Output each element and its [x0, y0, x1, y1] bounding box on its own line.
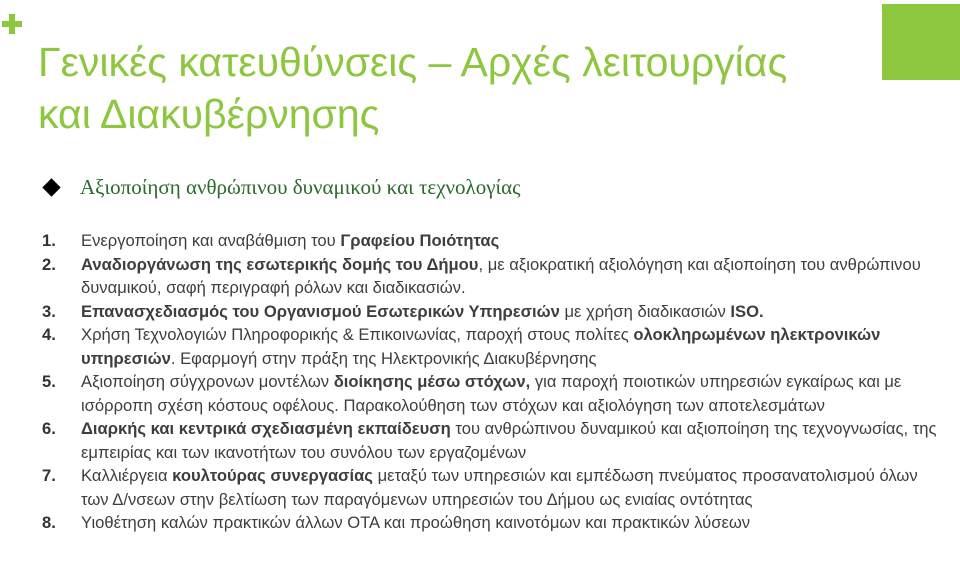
text-segment: Καλλιέργεια — [81, 466, 173, 485]
list-item-number: 8. — [42, 513, 56, 532]
list-item-text — [81, 464, 942, 511]
list-item-number: 2. — [42, 254, 56, 274]
list-item — [42, 370, 942, 417]
text-segment: του ανθρώπινου δυναμικού και αξιοποίηση της τεχνογνωσίας, της εμπειρίας και των ικανοτήτων του συνόλου των εργαζομένων — [81, 419, 937, 462]
text-segment: Υιοθέτηση καλών πρακτικών άλλων ΟΤΑ και προώθηση καινοτόμων και πρακτικών λύσεων — [81, 513, 751, 532]
emphasis-text: Επανασχεδιασμός του Οργανισμού Εσωτερικών Υπηρεσιών — [81, 301, 560, 321]
numbered-list — [42, 229, 942, 535]
list-item-number: 5. — [42, 372, 56, 391]
list-item — [42, 464, 942, 511]
list-item-text — [81, 300, 942, 324]
text-segment: για παροχή ποιοτικών υπηρεσιών εγκαίρως και με ισόρροπη σχέση κόστους οφέλους. Παρακολούθηση των στόχων και αξιολόγηση των αποτελεσμάτων — [81, 372, 902, 415]
emphasis-text: κουλτούρας συνεργασίας — [172, 466, 373, 485]
emphasis-text: Διαρκής και κεντρικά σχεδιασμένη εκπαίδευση — [81, 419, 451, 438]
text-segment: Ενεργοποίηση και αναβάθμιση του — [81, 231, 341, 250]
plus-icon — [0, 12, 24, 36]
text-segment: . Εφαρμογή στην πράξη της Ηλεκτρονικής Διακυβέρνησης — [170, 348, 597, 368]
list-item — [42, 229, 942, 253]
list-item-number: 7. — [42, 466, 56, 485]
list-item-number: 1. — [42, 231, 56, 250]
list-item-text — [81, 229, 942, 253]
text-segment: μεταξύ των υπηρεσιών και εμπέδωση πνεύματος προσανατολισμού όλων των Δ/νσεων στην βελτίωση των παραγόμενων υπηρεσιών του Δήμου ως ενιαίας οντότητας — [81, 466, 918, 509]
emphasis-text: διοίκησης μέσω στόχων, — [333, 372, 531, 391]
list-item — [42, 253, 942, 300]
list-item — [42, 323, 942, 370]
emphasis-text: ολοκληρωμένων ηλεκτρονικών υπηρεσιών — [81, 325, 881, 368]
list-item-text — [81, 511, 942, 535]
list-item-number: 3. — [42, 301, 56, 321]
list-item-number: 4. — [42, 325, 56, 344]
text-segment: Χρήση Τεχνολογιών Πληροφορικής & Επικοινωνίας, παροχή στους πολίτες — [81, 325, 634, 344]
list-item — [42, 300, 942, 324]
diamond-bullet-icon — [42, 178, 60, 196]
corner-accent-block — [882, 4, 960, 80]
slide-title: Γενικές κατευθύνσεις – Αρχές λειτουργίας και Διακυβέρνησης — [38, 39, 788, 137]
list-item — [42, 417, 942, 464]
list-item-text — [81, 370, 942, 417]
subheading — [42, 175, 521, 200]
emphasis-text: Αναδιοργάνωση της εσωτερικής δομής του Δήμου — [81, 254, 479, 274]
list-item — [42, 511, 942, 535]
list-item-number: 6. — [42, 419, 56, 438]
text-segment: , με αξιοκρατική αξιολόγηση και αξιοποίηση του ανθρώπινου δυναμικού, σαφή περιγραφή ρόλων και διαδικασιών. — [81, 254, 921, 297]
text-segment: με χρήση διαδικασιών — [559, 301, 731, 321]
list-item-text — [81, 323, 942, 370]
emphasis-text: ISO. — [730, 301, 764, 321]
subheading-text: Αξιοποίηση ανθρώπινου δυναμικού και τεχνολογίας — [80, 175, 521, 199]
list-item-text — [81, 417, 942, 464]
text-segment: Αξιοποίηση σύγχρονων μοντέλων — [81, 372, 334, 391]
list-item-text — [81, 253, 942, 300]
emphasis-text: Γραφείου Ποιότητας — [340, 231, 500, 250]
